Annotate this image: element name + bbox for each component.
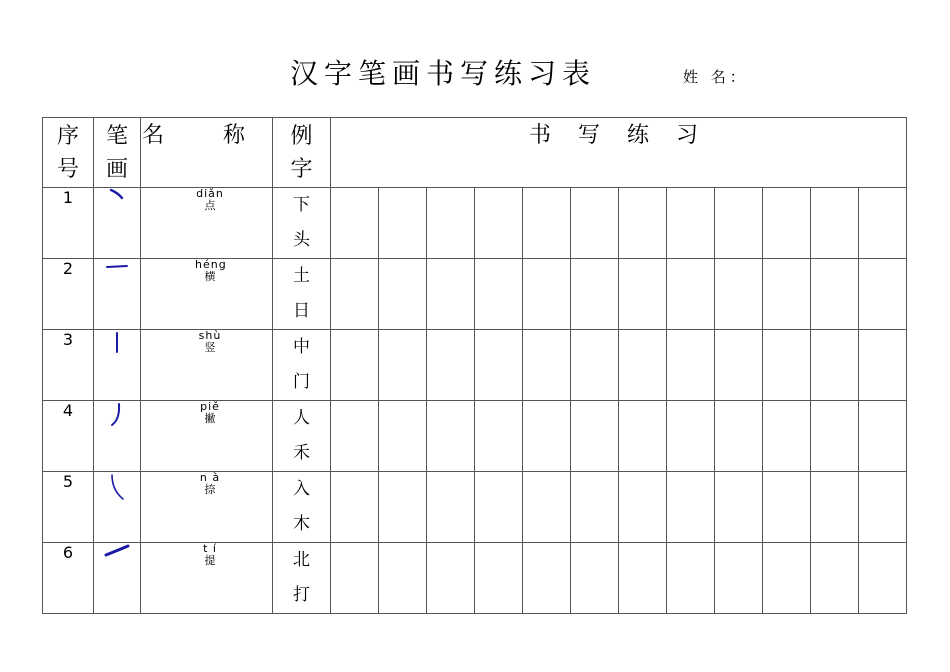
practice-box[interactable] bbox=[475, 259, 523, 330]
stroke-name-cell bbox=[141, 543, 273, 614]
practice-box[interactable] bbox=[427, 472, 475, 543]
na-stroke-icon bbox=[94, 472, 140, 502]
student-name-label: 姓 名： bbox=[683, 68, 749, 86]
table-row bbox=[43, 259, 907, 330]
practice-box[interactable] bbox=[571, 543, 619, 614]
practice-box[interactable] bbox=[619, 472, 667, 543]
row-number: 1 bbox=[43, 188, 94, 259]
practice-box[interactable] bbox=[667, 543, 715, 614]
example-char: 打 bbox=[293, 585, 310, 605]
practice-box[interactable] bbox=[523, 401, 571, 472]
practice-box[interactable] bbox=[811, 330, 859, 401]
practice-box[interactable] bbox=[811, 543, 859, 614]
practice-box[interactable] bbox=[763, 259, 811, 330]
practice-box[interactable] bbox=[571, 259, 619, 330]
example-char: 土 bbox=[293, 266, 310, 286]
practice-box[interactable] bbox=[379, 259, 427, 330]
example-char: 下 bbox=[293, 195, 310, 215]
practice-column-header: 书 写 练 习 bbox=[331, 118, 907, 188]
practice-box[interactable] bbox=[331, 188, 379, 259]
stroke-pinyin: shù bbox=[198, 329, 222, 342]
page-title: 汉字笔画书写练习表 bbox=[290, 57, 597, 90]
practice-box[interactable] bbox=[715, 543, 763, 614]
stroke-cell bbox=[94, 188, 141, 259]
example-char: 门 bbox=[293, 372, 310, 392]
example-chars-cell bbox=[273, 330, 331, 401]
practice-box[interactable] bbox=[763, 188, 811, 259]
stroke-pinyin: héng bbox=[195, 258, 227, 271]
practice-box[interactable] bbox=[571, 330, 619, 401]
practice-box[interactable] bbox=[619, 259, 667, 330]
practice-box[interactable] bbox=[379, 472, 427, 543]
stroke-cell bbox=[94, 543, 141, 614]
example-column-header: 例 字 bbox=[273, 118, 331, 188]
practice-box[interactable] bbox=[715, 401, 763, 472]
stroke-name: 撇 bbox=[204, 412, 216, 425]
stroke-practice-table bbox=[42, 117, 907, 614]
heng-stroke-icon bbox=[94, 259, 140, 273]
practice-box[interactable] bbox=[475, 472, 523, 543]
stroke-name: 横 bbox=[204, 270, 216, 283]
practice-box[interactable] bbox=[811, 259, 859, 330]
practice-box[interactable] bbox=[571, 188, 619, 259]
example-chars-cell bbox=[273, 188, 331, 259]
stroke-name: 竖 bbox=[204, 341, 216, 354]
stroke-cell bbox=[94, 259, 141, 330]
practice-box[interactable] bbox=[427, 188, 475, 259]
row-number: 4 bbox=[43, 401, 94, 472]
practice-box[interactable] bbox=[763, 401, 811, 472]
practice-box[interactable] bbox=[763, 543, 811, 614]
stroke-pinyin: t í bbox=[203, 542, 217, 555]
practice-box[interactable] bbox=[763, 472, 811, 543]
practice-box[interactable] bbox=[427, 259, 475, 330]
practice-box[interactable] bbox=[811, 401, 859, 472]
stroke-cell bbox=[94, 472, 141, 543]
practice-box[interactable] bbox=[859, 330, 907, 401]
table-row bbox=[43, 401, 907, 472]
example-chars-cell bbox=[273, 543, 331, 614]
practice-box[interactable] bbox=[331, 401, 379, 472]
practice-box[interactable] bbox=[667, 259, 715, 330]
stroke-name: 提 bbox=[204, 554, 216, 567]
practice-box[interactable] bbox=[571, 472, 619, 543]
header-row bbox=[43, 118, 907, 188]
shu-stroke-icon bbox=[94, 330, 140, 356]
practice-box[interactable] bbox=[571, 401, 619, 472]
stroke-name-cell bbox=[141, 330, 273, 401]
practice-box[interactable] bbox=[619, 543, 667, 614]
practice-box[interactable] bbox=[331, 259, 379, 330]
stroke-name-cell bbox=[141, 472, 273, 543]
example-char: 人 bbox=[293, 408, 310, 428]
example-char: 头 bbox=[293, 230, 310, 250]
index-column-header: 序 号 bbox=[43, 118, 94, 188]
practice-box[interactable] bbox=[715, 188, 763, 259]
practice-box[interactable] bbox=[811, 188, 859, 259]
ti-stroke-icon bbox=[94, 543, 140, 559]
practice-box[interactable] bbox=[811, 472, 859, 543]
example-chars-cell bbox=[273, 472, 331, 543]
practice-box[interactable] bbox=[331, 330, 379, 401]
row-number: 3 bbox=[43, 330, 94, 401]
practice-box[interactable] bbox=[859, 259, 907, 330]
example-chars-cell bbox=[273, 259, 331, 330]
practice-box[interactable] bbox=[715, 259, 763, 330]
practice-box[interactable] bbox=[667, 188, 715, 259]
practice-box[interactable] bbox=[523, 259, 571, 330]
dian-stroke-icon bbox=[94, 188, 140, 202]
stroke-name-cell bbox=[141, 259, 273, 330]
row-number: 2 bbox=[43, 259, 94, 330]
example-chars-cell bbox=[273, 401, 331, 472]
practice-box[interactable] bbox=[379, 543, 427, 614]
stroke-name-cell bbox=[141, 401, 273, 472]
practice-box[interactable] bbox=[475, 330, 523, 401]
example-char: 日 bbox=[293, 301, 310, 321]
practice-box[interactable] bbox=[667, 401, 715, 472]
row-number: 5 bbox=[43, 472, 94, 543]
stroke-name: 捺 bbox=[204, 483, 216, 496]
example-char: 中 bbox=[293, 337, 310, 357]
practice-box[interactable] bbox=[859, 472, 907, 543]
practice-box[interactable] bbox=[859, 401, 907, 472]
practice-box[interactable] bbox=[475, 543, 523, 614]
stroke-cell bbox=[94, 330, 141, 401]
practice-box[interactable] bbox=[619, 188, 667, 259]
practice-box[interactable] bbox=[379, 401, 427, 472]
practice-box[interactable] bbox=[475, 188, 523, 259]
practice-box[interactable] bbox=[523, 330, 571, 401]
stroke-pinyin: piě bbox=[200, 400, 220, 413]
practice-box[interactable] bbox=[379, 188, 427, 259]
table-row bbox=[43, 188, 907, 259]
stroke-column-header: 笔 画 bbox=[94, 118, 141, 188]
practice-box[interactable] bbox=[475, 401, 523, 472]
example-char: 禾 bbox=[293, 443, 310, 463]
stroke-pinyin: n à bbox=[199, 471, 221, 484]
practice-box[interactable] bbox=[331, 472, 379, 543]
practice-box[interactable] bbox=[619, 401, 667, 472]
practice-box[interactable] bbox=[859, 543, 907, 614]
practice-box[interactable] bbox=[715, 472, 763, 543]
practice-box[interactable] bbox=[763, 330, 811, 401]
practice-box[interactable] bbox=[859, 188, 907, 259]
practice-box[interactable] bbox=[667, 472, 715, 543]
practice-box[interactable] bbox=[427, 401, 475, 472]
practice-box[interactable] bbox=[667, 330, 715, 401]
example-char: 北 bbox=[293, 550, 310, 570]
practice-box[interactable] bbox=[523, 188, 571, 259]
table-row bbox=[43, 472, 907, 543]
practice-box[interactable] bbox=[523, 543, 571, 614]
practice-box[interactable] bbox=[523, 472, 571, 543]
row-number: 6 bbox=[43, 543, 94, 614]
example-char: 木 bbox=[293, 514, 310, 534]
practice-box[interactable] bbox=[619, 330, 667, 401]
stroke-cell bbox=[94, 401, 141, 472]
practice-box[interactable] bbox=[427, 543, 475, 614]
example-char: 入 bbox=[293, 479, 310, 499]
practice-box[interactable] bbox=[427, 330, 475, 401]
table-row bbox=[43, 330, 907, 401]
name-column-header: 名 称 bbox=[141, 118, 273, 188]
stroke-name-cell bbox=[141, 188, 273, 259]
stroke-pinyin: diǎn bbox=[196, 187, 224, 200]
practice-box[interactable] bbox=[331, 543, 379, 614]
practice-box[interactable] bbox=[379, 330, 427, 401]
stroke-name: 点 bbox=[204, 199, 216, 212]
pie-stroke-icon bbox=[94, 401, 140, 429]
practice-box[interactable] bbox=[715, 330, 763, 401]
table-row bbox=[43, 543, 907, 614]
